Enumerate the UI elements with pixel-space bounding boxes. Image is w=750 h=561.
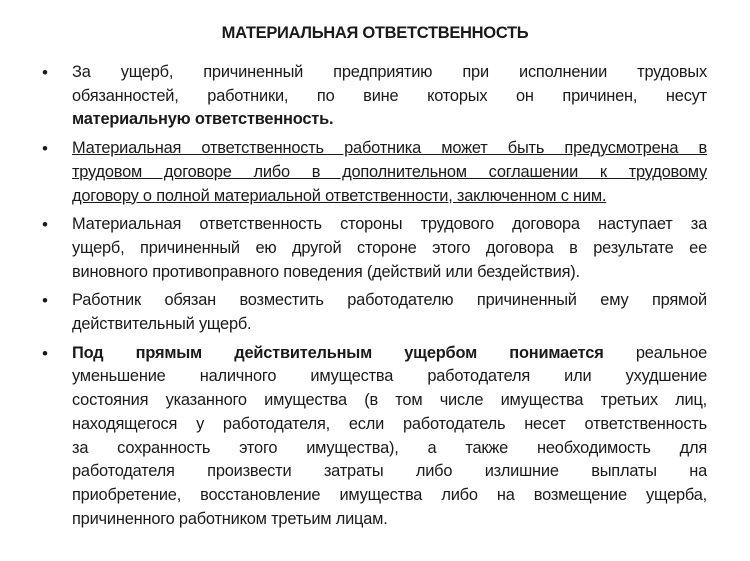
text-line: за сохранность этого имущества), а также необходимость для: [72, 438, 707, 457]
list-item: [40, 137, 707, 208]
bold-term: Под прямым действительным ущербом понимается: [72, 343, 604, 362]
list-item: [40, 289, 707, 336]
text-line: Работник обязан возместить работодателю причиненный ему прямой: [72, 291, 707, 310]
text-line: приобретение, восстановление имущества либо на возмещение ущерба,: [72, 485, 707, 504]
text-line: Материальная ответственность работника может быть предусмотрена в: [72, 139, 707, 158]
bullet-icon: •: [42, 63, 48, 82]
text-line: состояния указанного имущества (в том числе имущества третьих лиц,: [72, 391, 707, 410]
bullet-icon: •: [42, 215, 48, 235]
text-line: действительный ущерб.: [72, 315, 252, 334]
text-line: виновного противоправного поведения (действий или бездействия).: [72, 262, 580, 281]
slide-title: МАТЕРИАЛЬНАЯ ОТВЕТСТВЕННОСТЬ: [221, 24, 529, 42]
text-line: Материальная ответственность стороны трудового договора наступает за: [72, 215, 707, 234]
text-line: находящегося у работодателя, если работодатель несет ответственность: [72, 414, 707, 433]
text-line: причиненного работником третьим лицам.: [72, 509, 388, 528]
text-line: работодателя произвести затраты либо излишние выплаты на: [72, 462, 707, 481]
text-line: уменьшение наличного имущества работодателя или ухудшение: [72, 367, 707, 386]
text-line: обязанностей, работники, по вине которых он причинен, несут: [72, 86, 707, 105]
list-item: [40, 342, 707, 532]
text-fragment: реальное: [635, 343, 707, 362]
text-line: [72, 342, 707, 366]
list-item: [40, 61, 707, 132]
text-line: договору о полной материальной ответственности, заключенном с ним.: [72, 186, 607, 205]
text-line: ущерб, причиненный ею другой стороне этого договора в результате ее: [72, 238, 707, 257]
list-item: [40, 213, 707, 284]
bullet-icon: •: [42, 291, 48, 311]
bullet-icon: •: [42, 343, 48, 363]
text-line: За ущерб, причиненный предприятию при исполнении трудовых: [72, 63, 707, 81]
text-line: материальную ответственность.: [72, 110, 334, 129]
bullet-icon: •: [42, 139, 48, 159]
text-line: трудовом договоре либо в дополнительном соглашении к трудовому: [72, 162, 707, 181]
bullet-list: [40, 61, 707, 536]
